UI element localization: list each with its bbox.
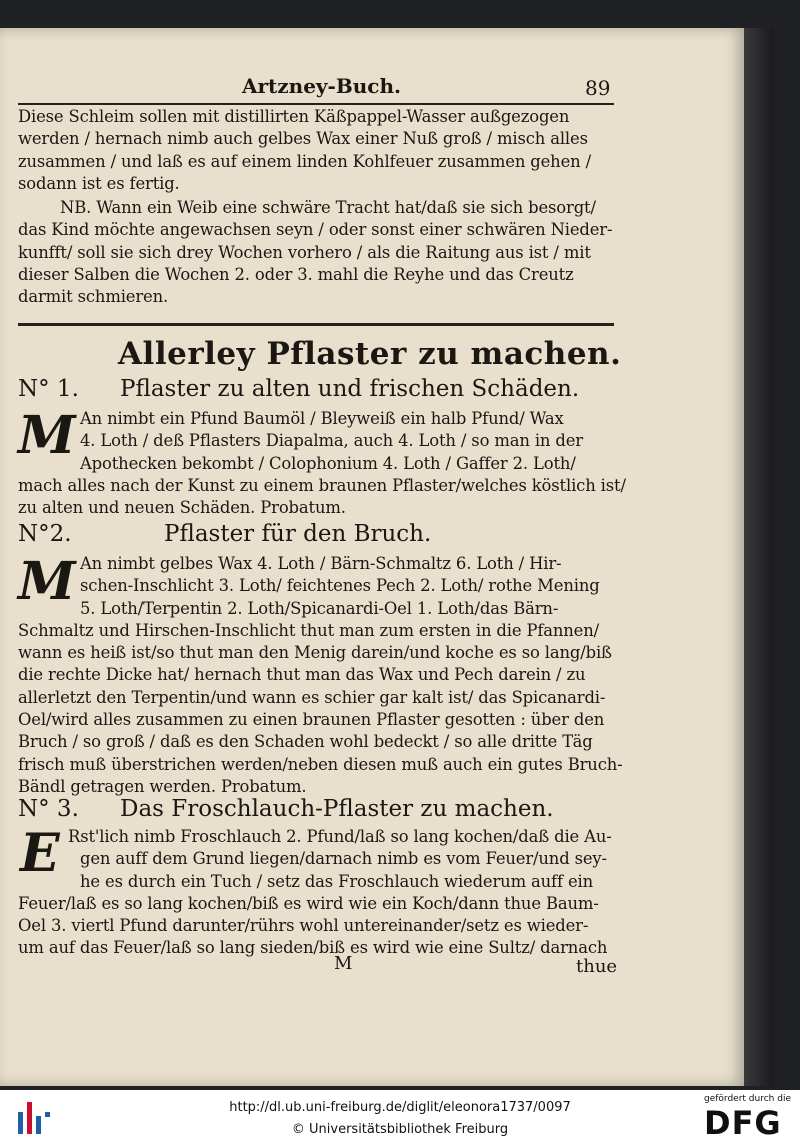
- text-line: Bruch / so groß / daß es den Schaden wohl bedeckt / so alle dritte Täg: [18, 732, 593, 752]
- text-line: An nimbt ein Pfund Baumöl / Bleyweiß ein halb Pfund/ Wax: [80, 409, 564, 428]
- recipe-number: N°2.: [18, 521, 72, 547]
- recipe-title: Pflaster für den Bruch.: [164, 521, 432, 547]
- recipe-title: Pflaster zu alten und frischen Schäden.: [120, 376, 580, 402]
- recipe-body: [18, 405, 626, 519]
- dfg-caption: gefördert durch die: [704, 1094, 791, 1104]
- text-line: sodann ist es fertig.: [18, 173, 180, 193]
- text-line: he es durch ein Tuch / setz das Froschlauch wiederum auff ein: [80, 871, 593, 891]
- text-line: NB. Wann ein Weib eine schwäre Tracht hat/daß sie sich besorgt/: [60, 198, 596, 217]
- section-rule: [18, 323, 614, 326]
- text-line: zu alten und neuen Schäden. Probatum.: [18, 498, 346, 518]
- text-line: frisch muß überstrichen werden/neben diesen muß auch ein gutes Bruch-: [18, 754, 623, 774]
- nb-paragraph: [18, 197, 618, 308]
- text-line: 5. Loth/Terpentin 2. Loth/Spicanardi-Oel 1. Loth/das Bärn-: [80, 598, 559, 618]
- text-line: Oel 3. viertl Pfund darunter/rührs wohl untereinander/setz es wieder-: [18, 916, 589, 936]
- recipe-body: [18, 553, 623, 798]
- page-number: 89: [585, 76, 611, 100]
- text-line: werden / hernach nimb auch gelbes Wax einer Nuß groß / misch alles: [18, 129, 588, 149]
- text-line: schen-Inschlicht 3. Loth/ feichtenes Pech 2. Loth/ rothe Mening: [80, 576, 600, 596]
- dfg-logo[interactable]: DFG: [704, 1104, 782, 1142]
- text-line: das Kind möchte angewachsen seyn / oder sonst einer schwären Nieder-: [18, 220, 613, 240]
- text-line: Schmaltz und Hirschen-Inschlicht thut man zum ersten in die Pfannen/: [18, 620, 600, 640]
- recipe-heading: [18, 521, 431, 547]
- recipe-heading: [18, 376, 579, 402]
- running-head: Artzney-Buch.: [242, 74, 401, 98]
- text-line: zusammen / und laß es auf einem linden Kohlfeuer zusammen gehen /: [18, 151, 591, 171]
- text-line: An nimbt gelbes Wax 4. Loth / Bärn-Schmaltz 6. Loth / Hir-: [80, 554, 562, 573]
- recipe-body: [18, 823, 618, 960]
- text-line: allerletzt den Terpentin/und wann es schier gar kalt ist/ das Spicanardi-: [18, 687, 606, 707]
- text-line: wann es heiß ist/so thut man den Menig darein/und koche es so lang/biß: [18, 643, 612, 663]
- text-line: die rechte Dicke hat/ hernach thut man das Wax und Pech darein / zu: [18, 665, 586, 685]
- text-line: dieser Salben die Wochen 2. oder 3. mahl die Reyhe und das Creutz: [18, 264, 574, 284]
- copyright-notice: © Universitätsbibliothek Freiburg: [291, 1122, 509, 1137]
- text-line: Feuer/laß es so lang kochen/biß es wird wie ein Koch/dann thue Baum-: [18, 893, 599, 913]
- text-line: darmit schmieren.: [18, 287, 169, 307]
- drop-cap: E: [20, 823, 60, 884]
- header-rule: [18, 103, 614, 105]
- drop-cap: M: [18, 551, 76, 612]
- section-title: Allerley Pflaster zu machen.: [118, 336, 622, 372]
- text-line: Bändl getragen werden. Probatum.: [18, 776, 307, 796]
- catchword: thue: [576, 956, 618, 977]
- text-line: gen auff dem Grund liegen/darnach nimb es vom Feuer/und sey-: [80, 849, 607, 869]
- text-line: um auf das Feuer/laß so lang sieden/biß es wird wie eine Sultz/ darnach: [18, 938, 608, 958]
- recipe-heading: [18, 796, 554, 822]
- text-line: Rst'lich nimb Froschlauch 2. Pfund/laß so lang kochen/daß die Au-: [68, 827, 612, 846]
- recipe-number: N° 3.: [18, 796, 79, 822]
- recipe-title: Das Froschlauch-Pflaster zu machen.: [120, 796, 554, 822]
- text-line: 4. Loth / deß Pflasters Diapalma, auch 4. Loth / so man in der: [80, 431, 583, 451]
- text-line: Apothecken bekombt / Colophonium 4. Loth / Gaffer 2. Loth/: [80, 453, 576, 473]
- viewer-footer: [0, 1090, 800, 1145]
- drop-cap: M: [18, 405, 76, 466]
- text-line: mach alles nach der Kunst zu einem braunen Pflaster/welches köstlich ist/: [18, 475, 626, 495]
- page-edge: [744, 28, 774, 1086]
- text-line: kunfft/ soll sie sich drey Wochen vorhero / als die Raitung aus ist / mit: [18, 242, 591, 262]
- text-line: Oel/wird alles zusammen zu einen braunen Pflaster gesotten : über den: [18, 710, 605, 730]
- signature-mark: M: [334, 953, 353, 974]
- intro-paragraph: [18, 106, 618, 195]
- recipe-number: N° 1.: [18, 376, 79, 402]
- document-url-link[interactable]: http://dl.ub.uni-freiburg.de/diglit/eleonora1737/0097: [229, 1100, 571, 1115]
- text-line: Diese Schleim sollen mit distillirten Käßpappel-Wasser außgezogen: [18, 107, 570, 126]
